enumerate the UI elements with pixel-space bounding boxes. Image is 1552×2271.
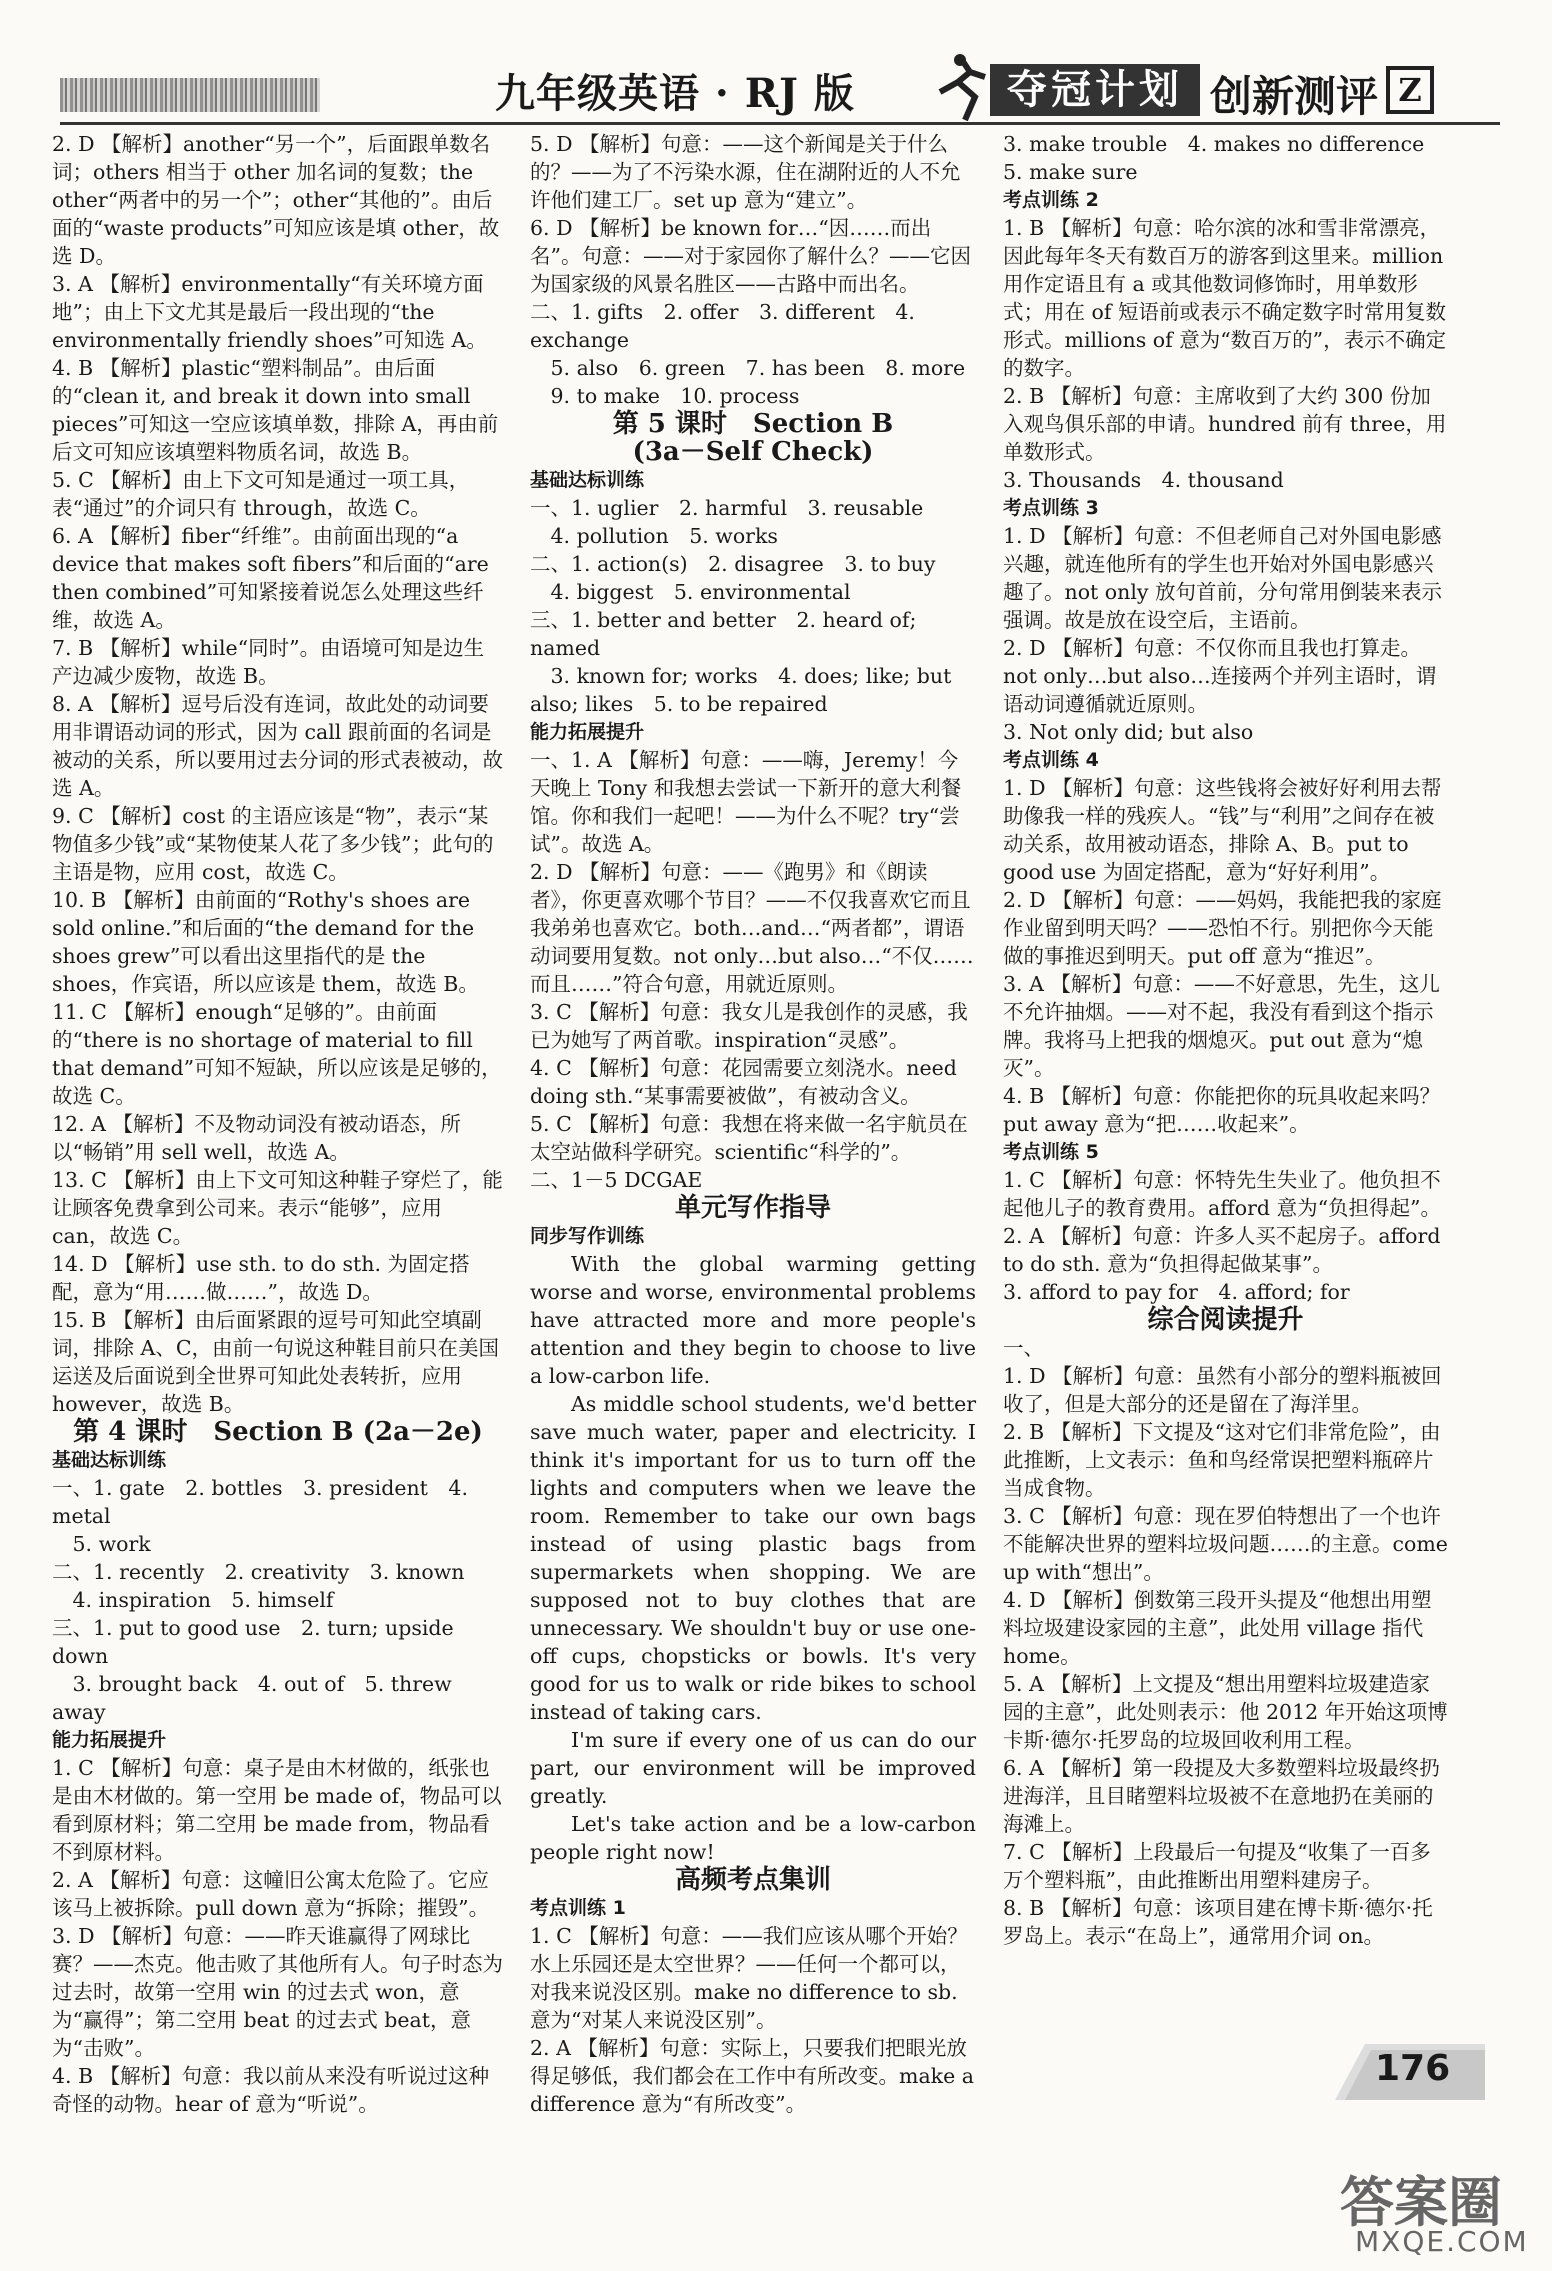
header-rule (60, 122, 1500, 125)
essay-paragraph: With the global warming getting worse and worse, environmental problems have attracted more and more people's attention and they begin to choose to live a low-carbon life. (530, 1252, 976, 1388)
section-label: 考点训练 4 (1003, 749, 1099, 771)
answer-item: 5. A 【解析】上文提及“想出用塑料垃圾建造家园的主意”，此处则表示：他 2012 年开始这项博卡斯·德尔·托罗岛的垃圾回收利用工程。 (1003, 1672, 1448, 1752)
answer-item: 1. C 【解析】句意：桌子是由木材做的，纸张也是由木材做的。第一空用 be made of，物品可以看到原材料；第二空用 be made from，物品看不到原材料。 (52, 1756, 502, 1864)
answer-item: 1. D 【解析】句意：这些钱将会被好好利用去帮助像我一样的残疾人。“钱”与“利用”之间存在被动关系，故用被动语态，排除 A、B。put to good use 为固定搭配，意为“好好利用”。 (1003, 776, 1442, 884)
answer-item: 8. B 【解析】句意：该项目建在博卡斯·德尔·托罗岛上。表示“在岛上”，通常用介词 on。 (1003, 1896, 1433, 1948)
answer-item: 1. C 【解析】句意：——我们应该从哪个开始？水上乐园还是太空世界？——任何一个都可以，对我来说没区别。make no difference to sb. 意为“对某人来说没区别”。 (530, 1924, 968, 2032)
section-label: 考点训练 2 (1003, 189, 1099, 211)
answer-line: 三、1. better and better 2. heard of; named (530, 608, 917, 660)
answer-item: 6. D 【解析】be known for…“因……而出名”。句意：——对于家园你了解什么？——它因为国家级的风景名胜区——古路中而出名。 (530, 216, 971, 296)
answer-item: 2. D 【解析】another“另一个”，后面跟单数名词；others 相当于 other 加名词的复数；the other“两者中的另一个”；other“其他的”。由后面的“waste products”可知应该是填 other，故选 D。 (52, 132, 500, 268)
answer-item: 5. D 【解析】句意：——这个新闻是关于什么的？——为了不污染水源，住在湖附近的人不允许他们建工厂。set up 意为“建立”。 (530, 132, 961, 212)
answer-line: 3. make trouble 4. makes no difference (1003, 132, 1425, 156)
answer-item: 一、1. A 【解析】句意：——嗨，Jeremy！今天晚上 Tony 和我想去尝试一下新开的意大利餐馆。你和我们一起吧！——为什么不呢？try“尝试”。故选 A。 (530, 748, 962, 856)
answer-item: 9. C 【解析】cost 的主语应该是“物”，表示“某物值多少钱”或“某物使某人花了多少钱”；此句的主语是物，应用 cost，故选 C。 (52, 804, 494, 884)
answer-item: 6. A 【解析】fiber“纤维”。由前面出现的“a device that makes soft fibers”和后面的“are then combined”可知紧接着说怎么处理这些纤维，故选 A。 (52, 524, 489, 632)
answer-item: 7. C 【解析】上段最后一句提及“收集了一百多万个塑料瓶”，由此推断出用塑料建房子。 (1003, 1840, 1431, 1892)
lesson-heading: 第 4 课时 Section B (2a－2e) (73, 1417, 483, 1447)
answer-line: 5. also 6. green 7. has been 8. more (530, 356, 966, 380)
section-heading: 高频考点集训 (674, 1865, 831, 1895)
watermark-logo: 答案圈 (1340, 2171, 1502, 2234)
section-label: 考点训练 3 (1003, 497, 1099, 519)
answer-item: 3. A 【解析】environmentally“有关环境方面地”；由上下文尤其是最后一段出现的“the environmentally friendly shoes”可知选 A。 (52, 272, 487, 352)
series-logo (930, 52, 1200, 122)
essay-paragraph: I'm sure if every one of us can do our part, our environment will be improved greatly. (530, 1728, 976, 1808)
header-decoration (60, 78, 320, 112)
section-label: 能力拓展提升 (52, 1729, 167, 1751)
answer-item: 15. B 【解析】由后面紧跟的逗号可知此空填副词，排除 A、C，由前一句说这种鞋目前只在美国运送及后面说到全世界可知此处表转折，应用 however，故选 B。 (52, 1308, 500, 1416)
answer-line: 3. afford to pay for 4. afford; for (1003, 1280, 1350, 1304)
answer-item: 2. D 【解析】句意：——妈妈，我能把我的家庭作业留到明天吗？——恐怕不行。别把你今天能做的事推迟到明天。put off 意为“推迟”。 (1003, 888, 1442, 968)
answer-line: 三、1. put to good use 2. turn; upside down (52, 1616, 454, 1668)
answer-item: 1. B 【解析】句意：哈尔滨的冰和雪非常漂亮，因此每年冬天有数百万的游客到这里来。million 用作定语且有 a 或其他数词修饰时，用单数形式；用在 of 短语前或表示不确定数字时常用复数形式。millions of 意为“数百万的”，表示不确定的数字。 (1003, 216, 1447, 380)
answer-item: 5. C 【解析】由上下文可知是通过一项工具，表“通过”的介词只有 through，故选 C。 (52, 468, 470, 520)
answer-line: 3. known for; works 4. does; like; but also; likes 5. to be repaired (530, 664, 952, 716)
section-label: 基础达标训练 (530, 469, 645, 491)
logo-text: 夺冠计划 (990, 64, 1200, 116)
answer-line: 二、1. recently 2. creativity 3. known (52, 1560, 465, 1584)
answer-item: 2. A 【解析】句意：实际上，只要我们把眼光放得足够低，我们都会在工作中有所改变。make a difference 意为“有所改变”。 (530, 2036, 974, 2116)
answer-item: 4. D 【解析】倒数第三段开头提及“他想出用塑料垃圾建设家园的主意”，此处用 village 指代 home。 (1003, 1588, 1432, 1668)
section-label: 基础达标训练 (52, 1449, 167, 1471)
answer-line: 3. Not only did; but also (1003, 720, 1254, 744)
answer-item: 7. B 【解析】while“同时”。由语境可知是边生产边减少废物，故选 B。 (52, 636, 485, 688)
lesson-subheading: (3a－Self Check) (632, 437, 874, 467)
answer-line: 4. inspiration 5. himself (52, 1588, 334, 1612)
answer-item: 11. C 【解析】enough“足够的”。由前面的“there is no shortage of material to fill that demand”可知不短缺，所以应该是足够的，故选 C。 (52, 1000, 502, 1108)
answer-item: 3. C 【解析】句意：我女儿是我创作的灵感，我已为她写了两首歌。inspiration“灵感”。 (530, 1000, 968, 1052)
answer-line: 5. make sure (1003, 160, 1138, 184)
answer-item: 2. D 【解析】句意：不仅你而且我也打算走。not only…but also…连接两个并列主语时，谓语动词遵循就近原则。 (1003, 636, 1437, 716)
section-label: 能力拓展提升 (530, 721, 645, 743)
answer-line: 一、1. uglier 2. harmful 3. reusable (530, 496, 924, 520)
section-heading: 综合阅读提升 (1147, 1305, 1304, 1335)
column-1 (52, 130, 504, 2118)
answer-item: 2. A 【解析】句意：这幢旧公寓太危险了。它应该马上被拆除。pull down 意为“拆除；摧毁”。 (52, 1868, 490, 1920)
answer-item: 10. B 【解析】由前面的“Rothy's shoes are sold online.”和后面的“the demand for the shoes grew”可以看出这里指代的是 the shoes，作宾语，所以应该是 them，故选 B。 (52, 888, 479, 996)
page-number: 176 (1375, 2048, 1451, 2089)
answer-item: 1. D 【解析】句意：虽然有小部分的塑料瓶被回收了，但是大部分的还是留在了海洋里。 (1003, 1364, 1442, 1416)
answer-item: 2. B 【解析】下文提及“这对它们非常危险”，由此推断，上文表示：鱼和鸟经常误把塑料瓶碎片当成食物。 (1003, 1420, 1441, 1500)
answer-item: 2. D 【解析】句意：——《跑男》和《朗读者》，你更喜欢哪个节目？——不仅我喜欢它而且我弟弟也喜欢它。both…and…“两者都”，谓语动词要用复数。not only…but also…“不仅……而且……”符合句意，用就近原则。 (530, 860, 974, 996)
answer-item: 3. D 【解析】句意：——昨天谁赢得了网球比赛？——杰克。他击败了其他所有人。句子时态为过去时，故第一空用 win 的过去式 won，意为“赢得”；第二空用 beat 的过去式 beat，意为“击败”。 (52, 1924, 503, 2060)
answer-item: 2. B 【解析】句意：主席收到了大约 300 份加入观鸟俱乐部的申请。hundred 前有 three，用单数形式。 (1003, 384, 1447, 464)
essay-paragraph: As middle school students, we'd better save much water, paper and electricity. I think it's important for us to turn off the lights and computers when we leave the room. Remember to take our own bags instead of using plastic bags from supermarkets when shopping. We are supposed not to buy clothes that are unnecessary. We shouldn't buy or use one-off cups, chopsticks or bowls. It's very good for us to walk or ride bikes to school instead of taking cars. (530, 1392, 976, 1724)
answer-item: 6. A 【解析】第一段提及大多数塑料垃圾最终扔进海洋，且目睹塑料垃圾被不在意地扔在美丽的海滩上。 (1003, 1756, 1440, 1836)
runner-icon (930, 52, 990, 122)
section-label: 考点训练 1 (530, 1897, 626, 1919)
column-2 (530, 130, 976, 2118)
answer-item: 5. C 【解析】句意：我想在将来做一名宇航员在太空站做科学研究。scientific“科学的”。 (530, 1112, 968, 1164)
writing-heading: 单元写作指导 (674, 1193, 831, 1223)
section-number: 一、 (1003, 1336, 1044, 1360)
essay-paragraph: Let's take action and be a low-carbon people right now! (530, 1812, 976, 1864)
answer-line: 3. Thousands 4. thousand (1003, 468, 1284, 492)
answer-item: 1. C 【解析】句意：怀特先生失业了。他负担不起他儿子的教育费用。afford 意为“负担得起”。 (1003, 1168, 1442, 1220)
answer-item: 4. C 【解析】句意：花园需要立刻浇水。need doing sth.“某事需要被做”，有被动含义。 (530, 1056, 957, 1108)
series-subtitle: 创新测评 (1210, 72, 1379, 121)
answer-line: 二、1－5 DCGAE (530, 1168, 703, 1192)
answer-line: 二、1. action(s) 2. disagree 3. to buy (530, 552, 936, 576)
section-label: 同步写作训练 (530, 1225, 645, 1247)
answer-item: 8. A 【解析】逗号后没有连词，故此处的动词要用非谓语动词的形式，因为 call 跟前面的名词是被动的关系，所以要用过去分词的形式表被动，故选 A。 (52, 692, 503, 800)
check-icon: Z (1386, 66, 1434, 114)
page-title: 九年级英语 · RJ 版 (495, 70, 855, 117)
answer-item: 3. C 【解析】句意：现在罗伯特想出了一个也许不能解决世界的塑料垃圾问题……的主意。come up with“想出”。 (1003, 1504, 1448, 1584)
answer-line: 一、1. gate 2. bottles 3. president 4. metal (52, 1476, 468, 1528)
answer-line: 4. pollution 5. works (530, 524, 778, 548)
answer-item: 4. B 【解析】句意：我以前从来没有听说过这种奇怪的动物。hear of 意为“听说”。 (52, 2064, 490, 2116)
answer-item: 14. D 【解析】use sth. to do sth. 为固定搭配，意为“用……做……”，故选 D。 (52, 1252, 470, 1304)
page-header (0, 0, 1552, 125)
section-label: 考点训练 5 (1003, 1141, 1099, 1163)
answer-item: 13. C 【解析】由上下文可知这种鞋子穿烂了，能让顾客免费拿到公司来。表示“能够”，应用 can，故选 C。 (52, 1168, 503, 1248)
column-3 (1003, 130, 1448, 1950)
answer-line: 9. to make 10. process (530, 384, 800, 408)
answer-item: 2. A 【解析】句意：许多人买不起房子。afford to do sth. 意为“负担得起做某事”。 (1003, 1224, 1441, 1276)
answer-line: 3. brought back 4. out of 5. threw away (52, 1672, 452, 1724)
answer-item: 4. B 【解析】plastic“塑料制品”。由后面的“clean it, and break it down into small pieces”可知这一空应该填单数，排除 A，再由前后文可知应该填塑料物质名词，故选 B。 (52, 356, 499, 464)
answer-item: 4. B 【解析】句意：你能把你的玩具收起来吗？put away 意为“把……收起来”。 (1003, 1084, 1441, 1136)
answer-item: 1. D 【解析】句意：不但老师自己对外国电影感兴趣，就连他所有的学生也开始对外国电影感兴趣了。not only 放句首前，分句常用倒装来表示强调。故是放在设空后，主语前。 (1003, 524, 1442, 632)
lesson-heading: 第 5 课时 Section B (612, 409, 894, 439)
answer-line: 5. work (52, 1532, 151, 1556)
watermark-url: MXQE.COM (1355, 2225, 1529, 2258)
answer-line: 4. biggest 5. environmental (530, 580, 851, 604)
answer-line: 二、1. gifts 2. offer 3. different 4. exchange (530, 300, 915, 352)
answer-item: 12. A 【解析】不及物动词没有被动语态，所以“畅销”用 sell well，故选 A。 (52, 1112, 461, 1164)
answer-item: 3. A 【解析】句意：——不好意思，先生，这儿不允许抽烟。——对不起，我没有看到这个指示牌。我将马上把我的烟熄灭。put out 意为“熄灭”。 (1003, 972, 1440, 1080)
